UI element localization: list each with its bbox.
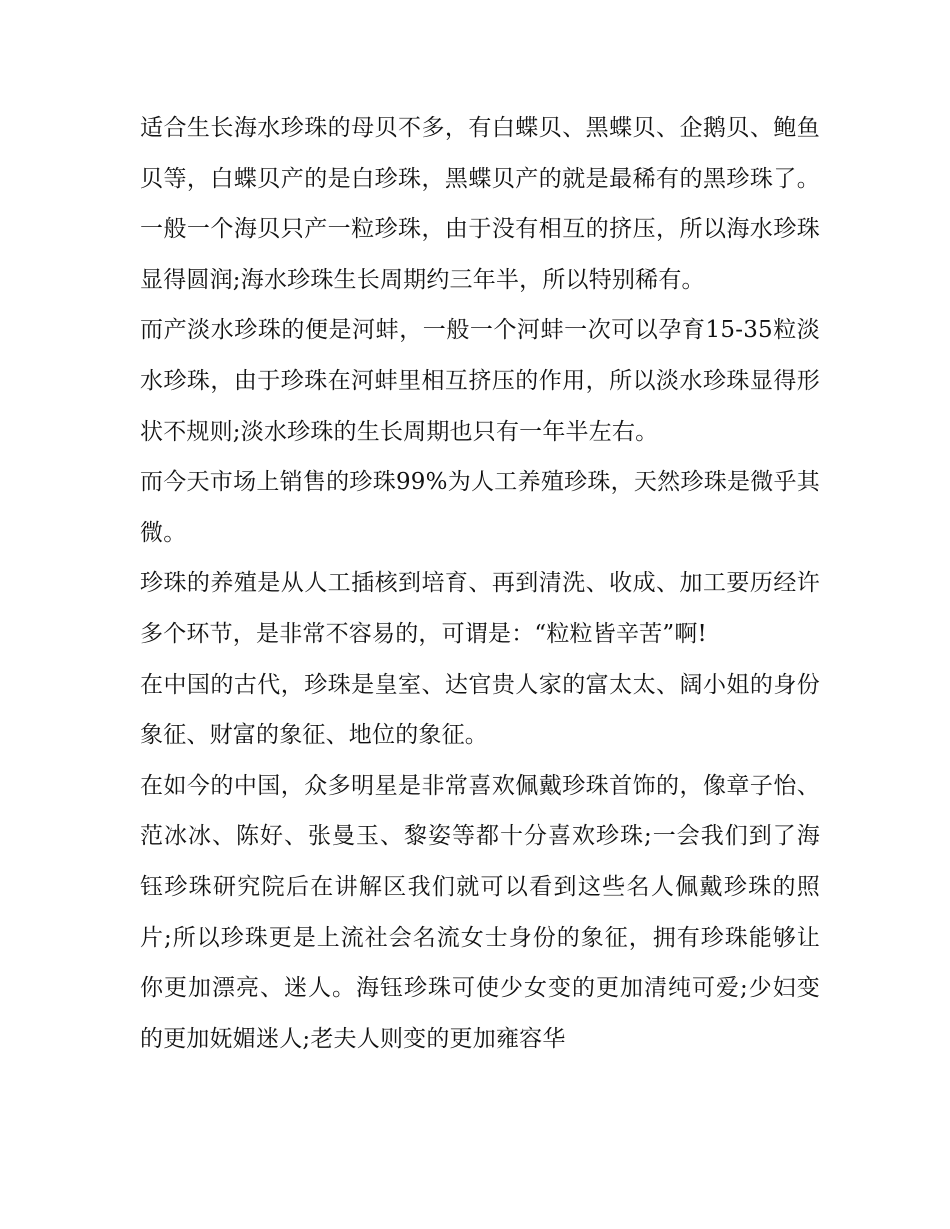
paragraph-sea-pearl: 适合生长海水珍珠的母贝不多，有白蝶贝、黑蝶贝、企鹅贝、鲍鱼贝等，白蝶贝产的是白珍珠，黑蝶贝产的就是最稀有的黑珍珠了。一般一个海贝只产一粒珍珠，由于没有相互的挤压，所以海水珍珠显得圆润;海水珍珠生长周期约三年半，所以特别稀有。 [140,115,820,293]
paragraph-modern-china: 在如今的中国，众多明星是非常喜欢佩戴珍珠首饰的，像章子怡、范冰冰、陈好、张曼玉、黎姿等都十分喜欢珍珠;一会我们到了海钰珍珠研究院后在讲解区我们就可以看到这些名人佩戴珍珠的照片;所以珍珠更是上流社会名流女士身份的象征，拥有珍珠能够让你更加漂亮、迷人。海钰珍珠可使少女变的更加清纯可爱;少妇变的更加妩媚迷人;老夫人则变的更加雍容华 [140,772,820,1052]
paragraph-freshwater-pearl: 而产淡水珍珠的便是河蚌，一般一个河蚌一次可以孕育15-35粒淡水珍珠，由于珍珠在河蚌里相互挤压的作用，所以淡水珍珠显得形状不规则;淡水珍珠的生长周期也只有一年半左右。 [140,317,820,445]
paragraph-ancient-china: 在中国的古代，珍珠是皇室、达官贵人家的富太太、阔小姐的身份象征、财富的象征、地位的象征。 [140,671,820,749]
document-body [140,103,820,1064]
paragraph-market: 而今天市场上销售的珍珠99%为人工养殖珍珠，天然珍珠是微乎其微。 [140,469,820,546]
paragraph-cultivation: 珍珠的养殖是从人工插核到培育、再到清洗、收成、加工要历经许多个环节，是非常不容易的，可谓是：“粒粒皆辛苦”啊! [140,570,820,647]
